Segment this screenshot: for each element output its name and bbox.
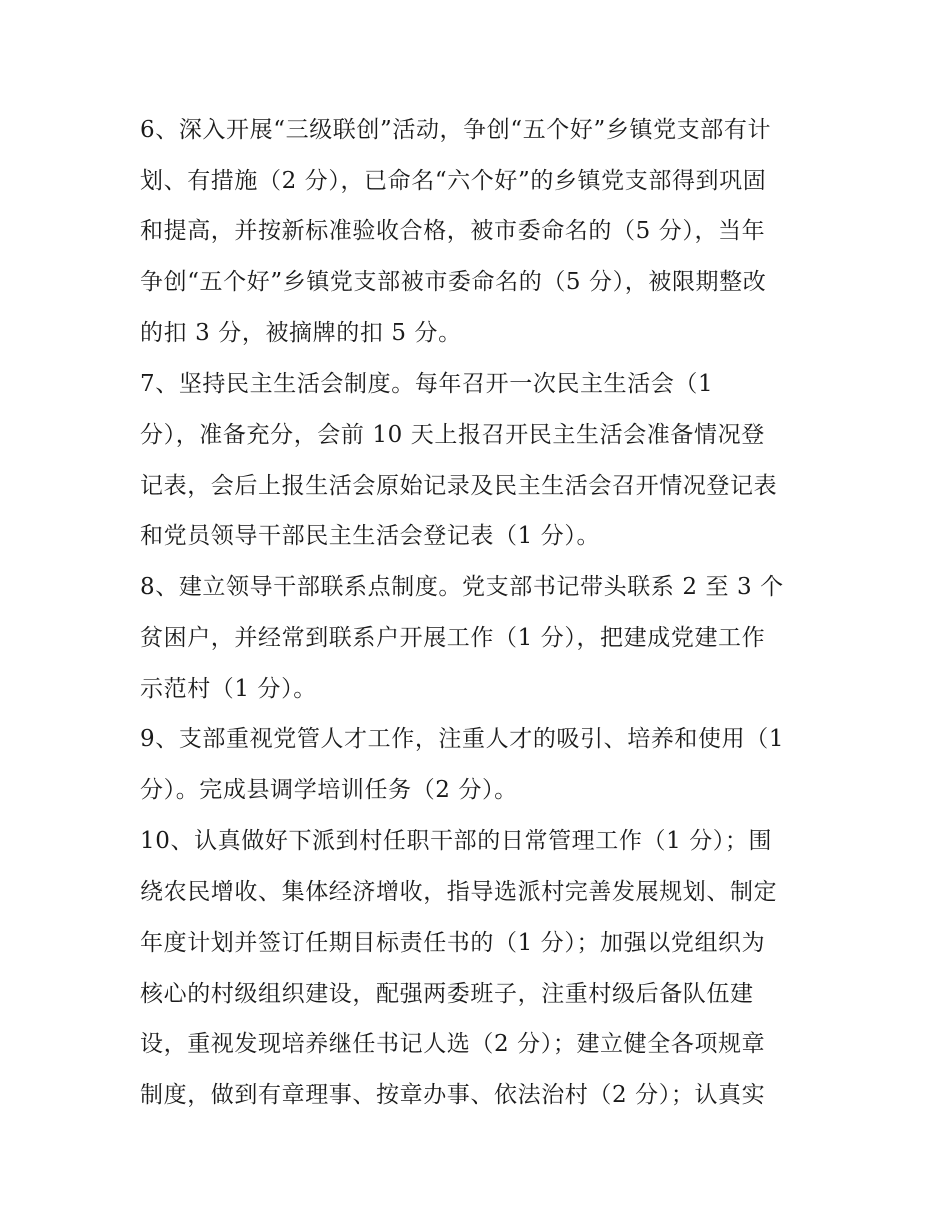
text-line: 9、支部重视党管人才工作，注重人才的吸引、培养和使用（1 bbox=[140, 726, 785, 752]
text-line: 7、坚持民主生活会制度。每年召开一次民主生活会（1 bbox=[140, 371, 714, 397]
text-line: 贫困户，并经常到联系户开展工作（1 分），把建成党建工作 bbox=[140, 625, 766, 651]
text-line: 制度，做到有章理事、按章办事、依法治村（2 分）；认真实 bbox=[140, 1082, 766, 1108]
text-line: 8、建立领导干部联系点制度。党支部书记带头联系 2 至 3 个 bbox=[140, 574, 784, 600]
text-line: 和党员领导干部民主生活会登记表（1 分）。 bbox=[140, 523, 601, 549]
text-line: 设，重视发现培养继任书记人选（2 分）；建立健全各项规章 bbox=[140, 1031, 766, 1057]
text-line: 分）。完成县调学培训任务（2 分）。 bbox=[140, 777, 518, 803]
text-line: 的扣 3 分，被摘牌的扣 5 分。 bbox=[140, 320, 462, 346]
text-line: 10、认真做好下派到村任职干部的日常管理工作（1 分）；围 bbox=[140, 828, 773, 854]
text-line: 分），准备充分，会前 10 天上报召开民主生活会准备情况登 bbox=[140, 422, 765, 448]
text-line: 示范村（1 分）。 bbox=[140, 676, 317, 702]
text-line: 和提高，并按新标准验收合格，被市委命名的（5 分），当年 bbox=[140, 218, 766, 244]
text-line: 年度计划并签订任期目标责任书的（1 分）；加强以党组织为 bbox=[140, 930, 766, 956]
text-line: 6、深入开展“三级联创”活动，争创“五个好”乡镇党支部有计 bbox=[140, 117, 772, 143]
text-line: 争创“五个好”乡镇党支部被市委命名的（5 分），被限期整改 bbox=[140, 269, 767, 295]
text-line: 划、有措施（2 分），已命名“六个好”的乡镇党支部得到巩固 bbox=[140, 168, 767, 194]
text-line: 核心的村级组织建设，配强两委班子，注重村级后备队伍建 bbox=[140, 981, 754, 1007]
text-line: 记表，会后上报生活会原始记录及民主生活会召开情况登记表 bbox=[140, 473, 778, 499]
text-line: 绕农民增收、集体经济增收，指导选派村完善发展规划、制定 bbox=[140, 879, 778, 905]
